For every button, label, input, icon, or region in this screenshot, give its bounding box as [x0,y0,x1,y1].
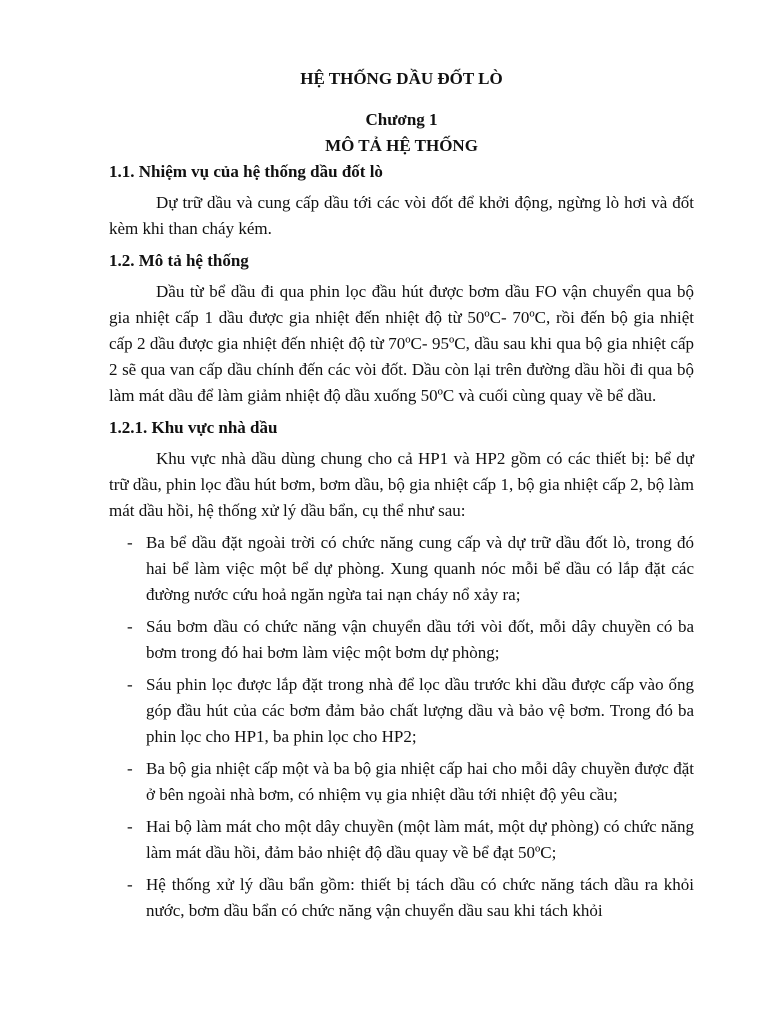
chapter-title: MÔ TẢ HỆ THỐNG [325,136,478,155]
document-title: HỆ THỐNG DẦU ĐỐT LÒ [300,69,503,88]
document-content [109,66,694,930]
list-bullet: - [127,817,133,836]
list-bullet: - [127,875,133,894]
list-item-text: Hai bộ làm mát cho một dây chuyền (một làm mát, một dự phòng) có chức năng làm mát dầu hồi, đảm bảo nhiệt độ dầu quay về bể đạt 50ºC; [146,817,694,862]
list-bullet: - [127,617,133,636]
list-bullet: - [127,759,133,778]
equipment-list [109,530,694,924]
list-item [109,872,694,924]
section-heading-1-2: 1.2. Mô tả hệ thống [109,251,249,270]
list-bullet: - [127,675,133,694]
list-item-text: Sáu phin lọc được lắp đặt trong nhà để lọc dầu trước khi dầu được cấp vào ống góp đầu hút của các bơm đảm bảo chất lượng dầu và bảo vệ bơm. Trong đó ba phin lọc cho HP1, ba phin lọc cho HP2; [146,675,694,746]
section-paragraph-1-2-1: Khu vực nhà dầu dùng chung cho cả HP1 và HP2 gồm có các thiết bị: bể dự trữ dầu, phin lọc đầu hút bơm, bơm dầu, bộ gia nhiệt cấp 1, bộ gia nhiệt cấp 2, bộ làm mát dầu hồi, hệ thống xử lý dầu bẩn, cụ thể như sau: [109,449,694,520]
list-item [109,756,694,808]
list-item-text: Hệ thống xử lý dầu bẩn gồm: thiết bị tách dầu có chức năng tách dầu ra khỏi nước, bơm dầu bẩn có chức năng vận chuyển dầu sau khi tách khỏi [146,875,694,920]
section-heading-1-1: 1.1. Nhiệm vụ của hệ thống dầu đốt lò [109,162,383,181]
list-item-text: Ba bể dầu đặt ngoài trời có chức năng cung cấp và dự trữ dầu đốt lò, trong đó hai bể làm việc một bể dự phòng. Xung quanh nóc mỗi bể dầu có lắp đặt các đường nước cứu hoả ngăn ngừa tai nạn cháy nổ xảy ra; [146,533,694,604]
list-item-text: Sáu bơm dầu có chức năng vận chuyển dầu tới vòi đốt, mỗi dây chuyền có ba bơm trong đó hai bơm làm việc một bơm dự phòng; [146,617,694,662]
section-paragraph-1-1: Dự trữ dầu và cung cấp dầu tới các vòi đốt để khởi động, ngừng lò hơi và đốt kèm khi than cháy kém. [109,193,694,238]
chapter-number: Chương 1 [365,110,438,129]
section-paragraph-1-2: Dầu từ bể dầu đi qua phin lọc đầu hút được bơm dầu FO vận chuyển qua bộ gia nhiệt cấp 1 dầu được gia nhiệt đến nhiệt độ từ 50ºC- 70ºC, rồi đến bộ gia nhiệt cấp 2 dầu được gia nhiệt đến nhiệt độ từ 70ºC- 95ºC, dầu sau khi qua bộ gia nhiệt cấp 2 sẽ qua van cấp dầu chính đến các vòi đốt. Dầu còn lại trên đường dầu hồi đi qua bộ làm mát dầu để làm giảm nhiệt độ dầu xuống 50ºC và cuối cùng quay về bể dầu. [109,282,694,405]
section-heading-1-2-1: 1.2.1. Khu vực nhà dầu [109,418,278,437]
list-bullet: - [127,533,133,552]
list-item-text: Ba bộ gia nhiệt cấp một và ba bộ gia nhiệt cấp hai cho mỗi dây chuyền được đặt ở bên ngoài nhà bơm, có nhiệm vụ gia nhiệt dầu tới nhiệt độ yêu cầu; [146,759,694,804]
list-item [109,814,694,866]
list-item [109,530,694,608]
list-item [109,672,694,750]
list-item [109,614,694,666]
